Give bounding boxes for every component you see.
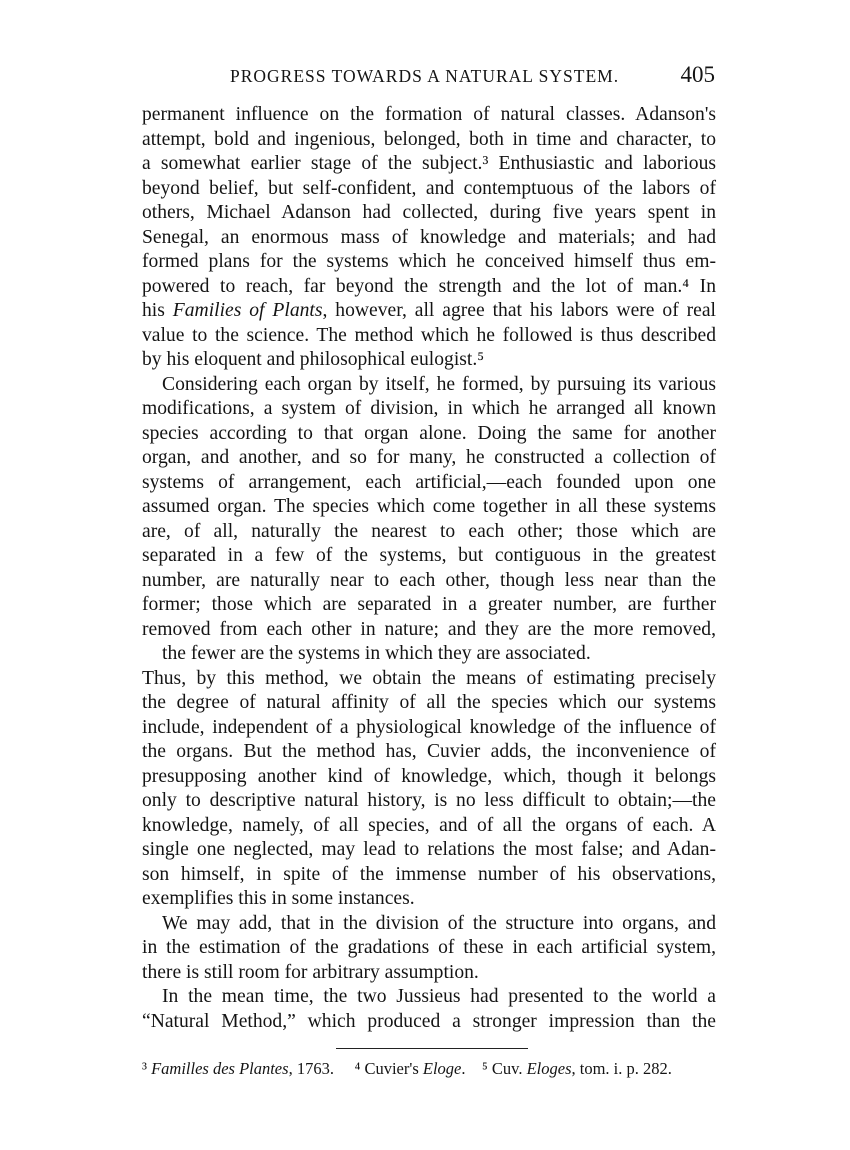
text-line: modifications, a system of division, in which he arranged all known — [142, 398, 716, 419]
footnote-5-title: Eloges — [526, 1059, 572, 1078]
text-line: attempt, bold and ingenious, belonged, both in time and character, to — [142, 128, 716, 150]
footnote-rule — [336, 1048, 528, 1049]
text-line: in the estimation of the gradations of these in each artificial system, — [142, 937, 716, 958]
footnote-3-title: Familles des Plantes — [151, 1059, 289, 1078]
text-line: a somewhat earlier stage of the subject.³ Enthusiastic and laborious — [142, 153, 716, 174]
page-number: 405 — [680, 62, 715, 87]
text-line: Senegal, an enormous mass of knowledge and materials; and had — [142, 226, 716, 248]
text-line: knowledge, namely, of all species, and of all the organs of each. A — [142, 814, 716, 836]
text-line: assumed organ. The species which come together in all these systems — [142, 496, 716, 517]
text-line: organ, and another, and so for many, he constructed a collection of — [142, 447, 716, 468]
text-line: formed plans for the systems which he conceived himself thus em- — [142, 251, 716, 272]
text-line: separated in a few of the systems, but contiguous in the greatest — [142, 545, 716, 566]
text-line: species according to that organ alone. Doing the same for another — [142, 422, 716, 444]
running-title: PROGRESS TOWARDS A NATURAL SYSTEM. — [230, 66, 620, 86]
text-line: only to descriptive natural history, is no less difficult to obtain;—the — [142, 790, 716, 811]
footnote-3-mark: ³ — [142, 1059, 147, 1078]
text-line: powered to reach, far beyond the strength and the lot of man.⁴ In — [142, 275, 716, 297]
text-line: presupposing another kind of knowledge, which, though it belongs — [142, 765, 716, 787]
text-line: permanent influence on the formation of natural classes. Adanson's — [142, 104, 716, 125]
footnote-4-title: Eloge — [422, 1059, 462, 1078]
text-line: beyond belief, but self-confident, and contemptuous of the labors of — [142, 177, 716, 199]
footnote-5-mark: ⁵ — [482, 1059, 488, 1078]
text-line: son himself, in spite of the immense number of his observations, — [142, 863, 716, 885]
text-line: removed from each other in nature; and they are the more removed, — [142, 618, 716, 640]
text-line: In the mean time, the two Jussieus had presented to the world a — [162, 986, 716, 1007]
text-line: his Families of Plants, however, all agree that his labors were of real — [142, 300, 717, 321]
text-line: number, are naturally near to each other, though less near than the — [142, 569, 716, 591]
footnote-5 — [482, 1059, 672, 1078]
text-line: Thus, by this method, we obtain the means of estimating precisely — [142, 667, 716, 689]
text-line: the degree of natural affinity of all the species which our systems — [142, 692, 716, 713]
footnote-4-mark: ⁴ — [354, 1059, 361, 1078]
text-line: single one neglected, may lead to relations the most false; and Adan- — [142, 839, 716, 860]
text-line: there is still room for arbitrary assumption. — [142, 961, 479, 983]
text-line: “Natural Method,” which produced a stronger impression than the — [142, 1010, 716, 1032]
footnote-4 — [355, 1059, 470, 1078]
text-line: others, Michael Adanson had collected, during five years spent in — [142, 202, 716, 223]
footnote-5-rest: , tom. i. p. 282. — [571, 1059, 672, 1078]
running-head — [142, 62, 717, 92]
text-line: by his eloquent and philosophical eulogist.⁵ — [142, 349, 485, 370]
text-line: systems of arrangement, each artificial,—each founded upon one — [142, 471, 716, 493]
footnote-4-rest: . — [461, 1059, 466, 1078]
footnote-3 — [142, 1059, 338, 1078]
text-line: exemplifies this in some instances. — [142, 888, 415, 909]
body-text — [142, 103, 716, 1034]
footnotes — [142, 1058, 716, 1080]
footnote-3-rest: , 1763. — [288, 1059, 334, 1078]
footnote-4-pre: Cuvier's — [364, 1059, 419, 1078]
text-line: the organs. But the method has, Cuvier adds, the inconvenience of — [142, 741, 716, 762]
text-line: the fewer are the systems in which they are associated. — [162, 643, 591, 664]
text-line: We may add, that in the division of the structure into organs, and — [162, 912, 716, 934]
text-line: Considering each organ by itself, he formed, by pursuing its various — [162, 373, 716, 395]
text-line: include, independent of a physiological knowledge of the influence of — [142, 716, 716, 738]
text-line: are, of all, naturally the nearest to each other; those which are — [142, 520, 716, 542]
text-line: former; those which are separated in a greater number, are further — [142, 594, 716, 615]
text-line: value to the science. The method which he followed is thus described — [142, 324, 716, 346]
footnote-5-pre: Cuv. — [491, 1059, 523, 1078]
